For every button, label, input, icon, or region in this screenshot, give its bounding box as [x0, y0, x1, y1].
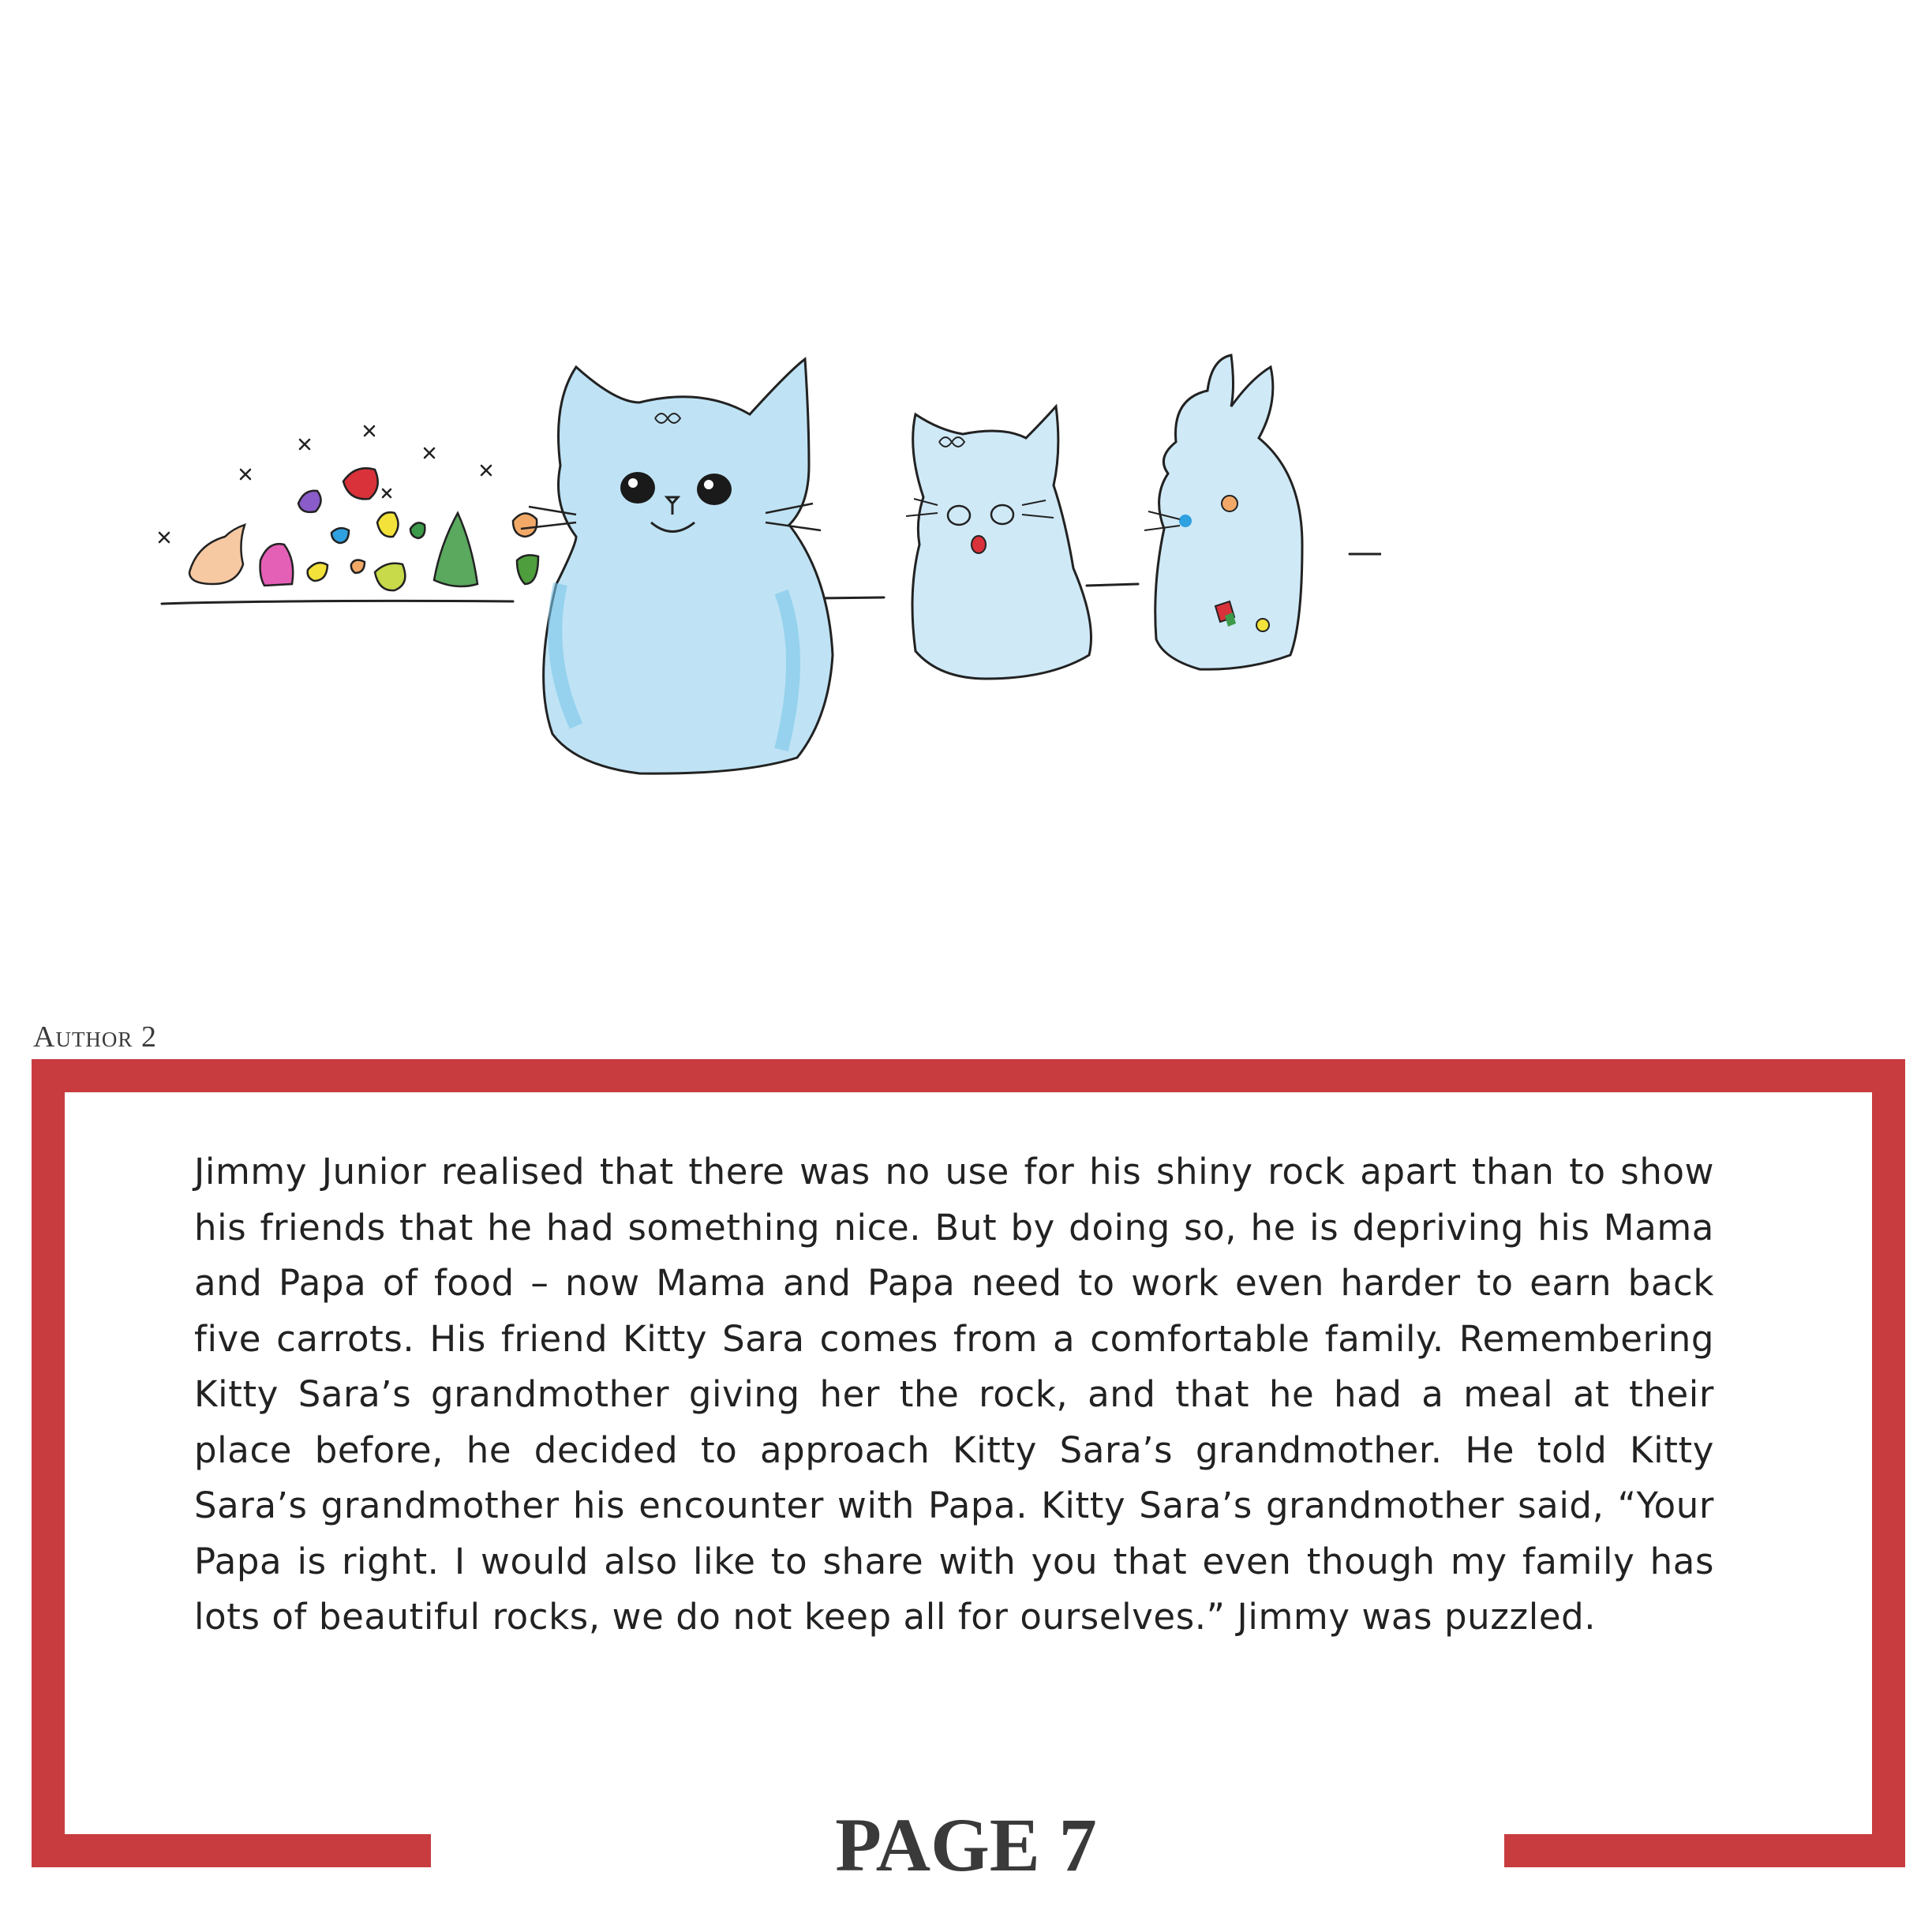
rabbit-icon	[1144, 355, 1302, 669]
page-number: PAGE 7	[835, 1803, 1097, 1887]
story-paragraph: Jimmy Junior realised that there was no use for his shiny rock apart than to show his friends that he had something nice. But by doing so, he is depriving his Mama and Papa of food – now Mama and Papa need to work even harder to earn back five carrots. His friend Kitty Sara comes from a comfortable family. Remembering Kitty Sara’s grandmother giving her the rock, and that he had a meal at their place before, he decided to approach Kitty Sara’s grandmother. He told Kitty Sara’s grandmother his encounter with Papa. Kitty Sara’s grandmother said, “Your Papa is right. I would also like to share with you that even though my family has lots of beautiful rocks, we do not keep all for ourselves.” Jimmy was puzzled.	[194, 1151, 1714, 1638]
small-cat-icon	[906, 406, 1091, 679]
story-illustration	[71, 213, 1381, 860]
author-label: Author 2	[33, 1020, 157, 1054]
gems-icon	[189, 468, 538, 590]
sparkles-icon	[159, 426, 491, 542]
frame-right-border	[1872, 1059, 1905, 1867]
frame-top-border	[32, 1059, 1905, 1092]
frame-left-border	[32, 1059, 65, 1867]
big-cat-icon	[521, 359, 833, 773]
